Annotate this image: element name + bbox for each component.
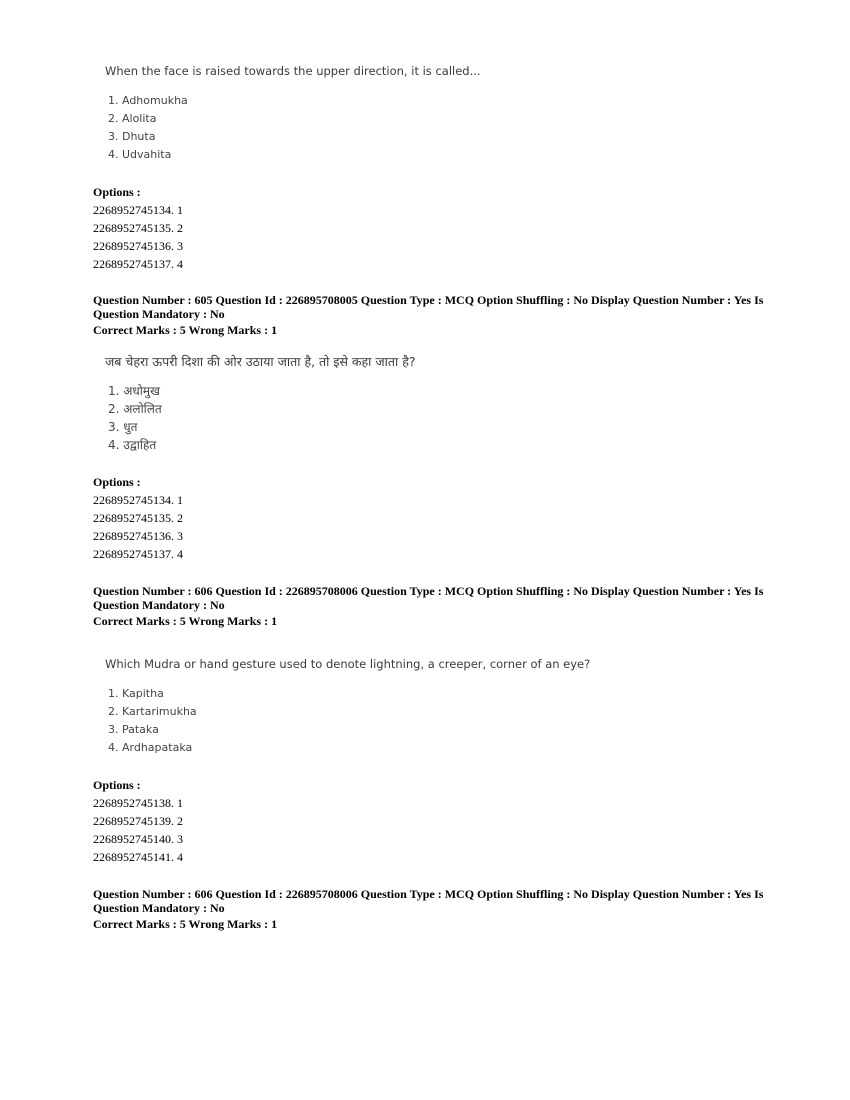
- question-header: Question Number : 605 Question Id : 226895708005 Question Type : MCQ Option Shuffling : No Display Question Number : Yes Is Question Mandatory : No: [93, 293, 764, 321]
- choice-item: 4. उद्वाहित: [108, 438, 157, 452]
- choice-list: [108, 92, 188, 164]
- question-text: Which Mudra or hand gesture used to denote lightning, a creeper, corner of an eye?: [105, 657, 591, 671]
- option-id-row: 2268952745135. 2: [93, 511, 183, 525]
- marks-line: Correct Marks : 5 Wrong Marks : 1: [93, 917, 278, 931]
- choice-list: [108, 685, 197, 757]
- question-text: When the face is raised towards the upper direction, it is called...: [105, 64, 481, 78]
- option-id-row: 2268952745137. 4: [93, 547, 183, 561]
- option-id-row: 2268952745135. 2: [93, 221, 183, 235]
- option-id-row: 2268952745137. 4: [93, 257, 183, 271]
- choice-item: 1. Adhomukha: [108, 94, 188, 107]
- option-id-row: 2268952745140. 3: [93, 832, 183, 846]
- choice-item: 3. धुत: [108, 420, 138, 434]
- option-id-row: 2268952745139. 2: [93, 814, 183, 828]
- marks-line: Correct Marks : 5 Wrong Marks : 1: [93, 323, 278, 337]
- choice-item: 2. Alolita: [108, 112, 157, 125]
- question-text: जब चेहरा ऊपरी दिशा की ओर उठाया जाता है, तो इसे कहा जाता है?: [105, 354, 416, 369]
- choice-list: [108, 382, 162, 454]
- options-heading: Options :: [93, 778, 141, 792]
- question-meta: [93, 294, 773, 338]
- option-id-row: 2268952745136. 3: [93, 239, 183, 253]
- marks-line: Correct Marks : 5 Wrong Marks : 1: [93, 614, 278, 628]
- options-heading: Options :: [93, 185, 141, 199]
- choice-item: 2. अलोलित: [108, 402, 162, 416]
- option-id-row: 2268952745141. 4: [93, 850, 183, 864]
- question-header: Question Number : 606 Question Id : 226895708006 Question Type : MCQ Option Shuffling : No Display Question Number : Yes Is Question Mandatory : No: [93, 887, 764, 915]
- choice-item: 2. Kartarimukha: [108, 705, 197, 718]
- choice-item: 4. Ardhapataka: [108, 741, 193, 754]
- option-id-row: 2268952745134. 1: [93, 203, 183, 217]
- question-header: Question Number : 606 Question Id : 226895708006 Question Type : MCQ Option Shuffling : No Display Question Number : Yes Is Question Mandatory : No: [93, 584, 764, 612]
- options-block: [93, 473, 183, 563]
- question-meta: [93, 585, 773, 629]
- options-block: [93, 776, 183, 866]
- option-id-row: 2268952745138. 1: [93, 796, 183, 810]
- options-block: [93, 183, 183, 273]
- choice-item: 1. Kapitha: [108, 687, 164, 700]
- option-id-row: 2268952745134. 1: [93, 493, 183, 507]
- question-meta: [93, 888, 773, 932]
- choice-item: 3. Dhuta: [108, 130, 156, 143]
- choice-item: 1. अधोमुख: [108, 384, 160, 398]
- option-id-row: 2268952745136. 3: [93, 529, 183, 543]
- options-heading: Options :: [93, 475, 141, 489]
- choice-item: 3. Pataka: [108, 723, 159, 736]
- choice-item: 4. Udvahita: [108, 148, 172, 161]
